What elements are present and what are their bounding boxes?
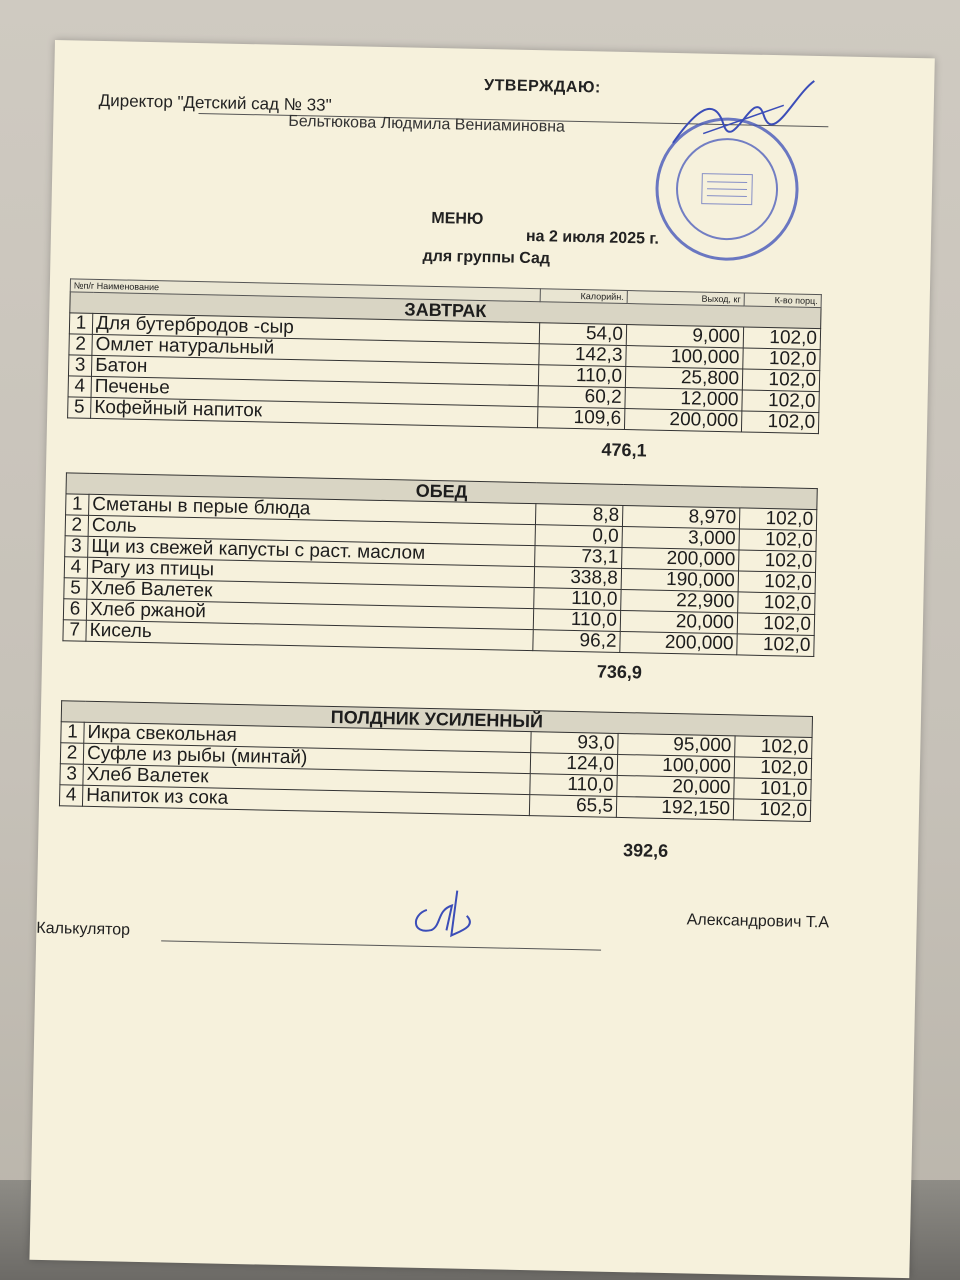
row-name: Икра свекольная bbox=[84, 722, 531, 752]
breakfast-total: 476,1 bbox=[601, 439, 647, 461]
header-portions: К-во порц. bbox=[744, 293, 821, 308]
row-calories: 110,0 bbox=[538, 365, 625, 388]
row-output: 12,000 bbox=[625, 388, 742, 411]
row-output: 192,150 bbox=[616, 796, 733, 819]
row-name: Хлеб Валетек bbox=[87, 578, 534, 608]
row-calories: 93,0 bbox=[531, 732, 618, 755]
row-name: Кофейный напиток bbox=[91, 397, 538, 427]
row-portions: 102,0 bbox=[734, 757, 811, 780]
row-num: 3 bbox=[60, 764, 83, 785]
row-name: Кисель bbox=[86, 620, 533, 650]
row-calories: 338,8 bbox=[534, 567, 621, 590]
director-name: Бельтюкова Людмила Вениаминовна bbox=[288, 112, 566, 136]
calculator-label: Калькулятор bbox=[36, 919, 131, 939]
row-portions: 102,0 bbox=[743, 348, 820, 371]
row-name: Омлет натуральный bbox=[92, 334, 539, 364]
row-output: 25,800 bbox=[625, 367, 742, 390]
row-output: 200,000 bbox=[620, 631, 737, 654]
row-calories: 110,0 bbox=[530, 774, 617, 797]
row-output: 22,900 bbox=[621, 589, 738, 612]
row-output: 95,000 bbox=[618, 733, 735, 756]
row-num: 7 bbox=[63, 620, 86, 641]
row-num: 5 bbox=[64, 578, 87, 599]
menu-title: МЕНЮ bbox=[431, 209, 484, 229]
row-num: 2 bbox=[60, 743, 83, 764]
row-calories: 110,0 bbox=[534, 588, 621, 611]
row-output: 100,000 bbox=[617, 754, 734, 777]
row-portions: 101,0 bbox=[734, 778, 811, 801]
row-portions: 102,0 bbox=[738, 571, 815, 594]
row-name: Хлеб Валетек bbox=[83, 764, 530, 794]
row-num: 4 bbox=[59, 785, 82, 806]
row-num: 3 bbox=[65, 536, 88, 557]
row-name: Сметаны в перые блюда bbox=[89, 494, 536, 524]
breakfast-table bbox=[67, 278, 822, 434]
row-output: 3,000 bbox=[622, 526, 739, 549]
row-calories: 110,0 bbox=[533, 609, 620, 632]
row-portions: 102,0 bbox=[738, 592, 815, 615]
row-name: Рагу из птицы bbox=[87, 557, 534, 587]
lunch-table bbox=[62, 472, 817, 657]
row-calories: 142,3 bbox=[539, 344, 626, 367]
row-calories: 109,6 bbox=[537, 407, 624, 430]
row-num: 6 bbox=[63, 599, 86, 620]
row-portions: 102,0 bbox=[742, 390, 819, 413]
row-portions: 102,0 bbox=[737, 613, 814, 636]
header-calories: Калорийн. bbox=[540, 289, 627, 304]
row-output: 8,970 bbox=[622, 505, 739, 528]
row-name: Батон bbox=[91, 355, 538, 385]
row-portions: 102,0 bbox=[739, 529, 816, 552]
row-output: 9,000 bbox=[626, 325, 743, 348]
row-calories: 60,2 bbox=[538, 386, 625, 409]
lunch-total: 736,9 bbox=[596, 661, 643, 683]
row-output: 200,000 bbox=[622, 547, 739, 570]
row-output: 190,000 bbox=[621, 568, 738, 591]
row-output: 100,000 bbox=[626, 346, 743, 369]
menu-document bbox=[29, 40, 934, 1278]
snack-total: 392,6 bbox=[622, 840, 669, 862]
calculator-signature-icon bbox=[406, 870, 497, 942]
row-name: Соль bbox=[88, 515, 535, 545]
row-portions: 102,0 bbox=[741, 411, 818, 434]
row-calories: 65,5 bbox=[529, 795, 616, 818]
row-calories: 0,0 bbox=[535, 525, 622, 548]
stamp-icon bbox=[650, 113, 803, 266]
menu-date: на 2 июля 2025 г. bbox=[525, 227, 660, 248]
row-portions: 102,0 bbox=[739, 508, 816, 531]
row-calories: 124,0 bbox=[530, 753, 617, 776]
row-num: 1 bbox=[69, 313, 92, 334]
row-num: 4 bbox=[64, 557, 87, 578]
row-portions: 102,0 bbox=[739, 550, 816, 573]
row-num: 2 bbox=[69, 334, 92, 355]
row-num: 5 bbox=[68, 397, 91, 418]
row-name: Печенье bbox=[91, 376, 538, 406]
row-num: 4 bbox=[68, 376, 91, 397]
row-name: Для бутербродов -сыр bbox=[92, 313, 539, 343]
section-title: ОБЕД bbox=[66, 473, 817, 510]
director-title: Директор "Детский сад № 33" bbox=[98, 90, 332, 115]
row-num: 3 bbox=[68, 355, 91, 376]
row-calories: 73,1 bbox=[535, 546, 622, 569]
row-portions: 102,0 bbox=[742, 369, 819, 392]
row-output: 200,000 bbox=[624, 409, 741, 432]
calculator-name: Александрович Т.А bbox=[686, 911, 830, 932]
row-name: Хлеб ржаной bbox=[86, 599, 533, 629]
row-calories: 96,2 bbox=[533, 630, 620, 653]
row-portions: 102,0 bbox=[733, 799, 810, 822]
row-portions: 102,0 bbox=[743, 327, 820, 350]
row-num: 1 bbox=[61, 722, 84, 743]
row-calories: 8,8 bbox=[535, 504, 622, 527]
row-portions: 102,0 bbox=[735, 736, 812, 759]
row-name: Напиток из сока bbox=[82, 785, 529, 815]
approve-label: УТВЕРЖДАЮ: bbox=[483, 76, 601, 97]
row-output: 20,000 bbox=[617, 775, 734, 798]
header-output: Выход, кг bbox=[627, 291, 744, 306]
row-portions: 102,0 bbox=[737, 634, 814, 657]
row-calories: 54,0 bbox=[539, 323, 626, 346]
section-title: ЗАВТРАК bbox=[70, 292, 821, 329]
snack-table bbox=[59, 700, 813, 822]
row-name: Щи из свежей капусты с раст. маслом bbox=[88, 536, 535, 566]
row-num: 2 bbox=[65, 515, 88, 536]
header-name: №п/г Наименование bbox=[70, 279, 540, 302]
calculator-signature-line bbox=[161, 940, 601, 950]
section-title: ПОЛДНИК УСИЛЕННЫЙ bbox=[61, 701, 812, 738]
menu-group: для группы Сад bbox=[422, 247, 551, 268]
row-output: 20,000 bbox=[620, 610, 737, 633]
row-num: 1 bbox=[66, 494, 89, 515]
row-name: Суфле из рыбы (минтай) bbox=[83, 743, 530, 773]
